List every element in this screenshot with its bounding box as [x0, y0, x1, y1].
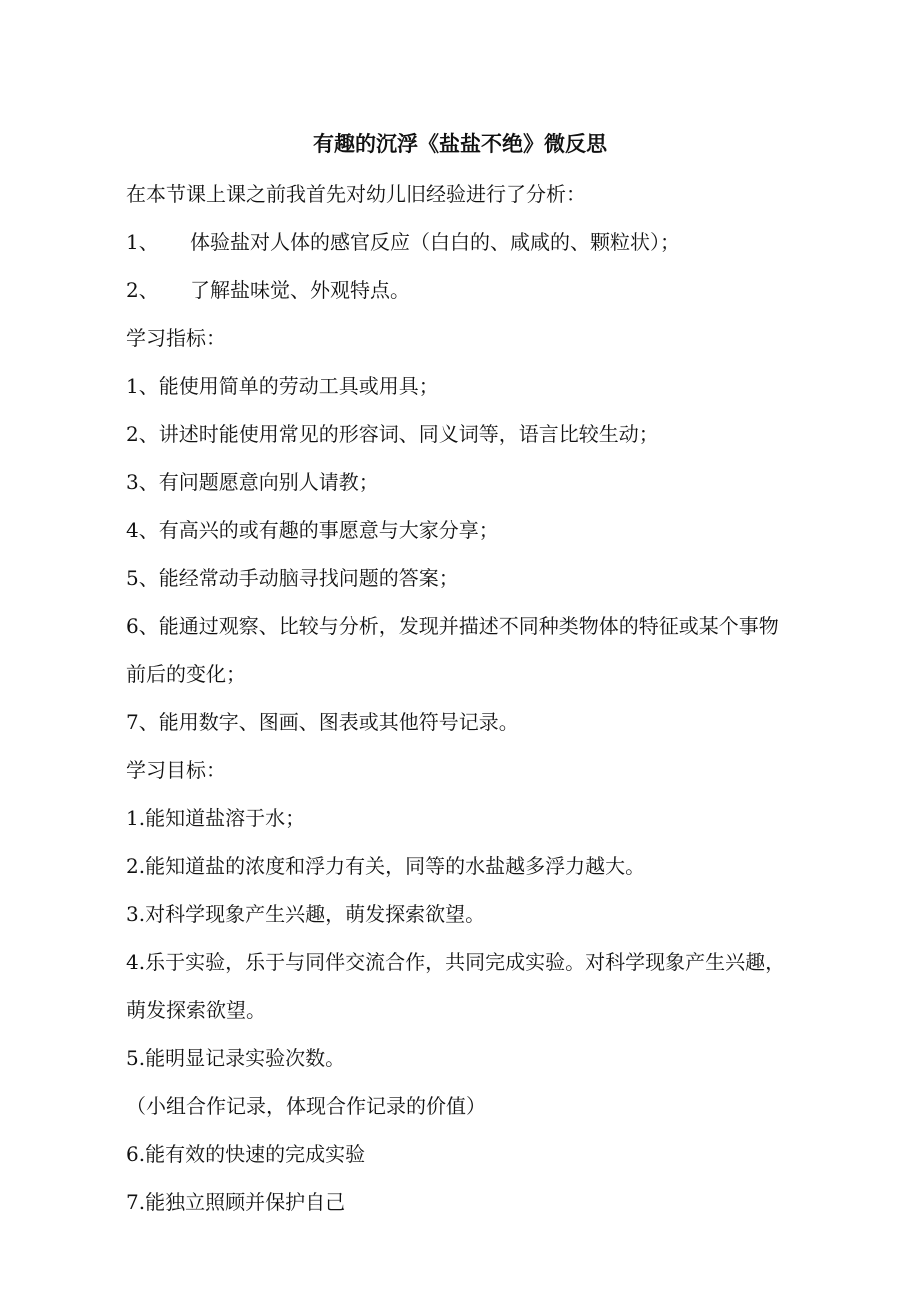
indicators-heading: 学习指标： — [126, 326, 226, 350]
analysis-item — [126, 274, 410, 306]
indicator-item: 2、讲述时能使用常见的形容词、同义词等，语言比较生动； — [126, 422, 659, 446]
analysis-item-text: 体验盐对人体的感官反应（白白的、咸咸的、颗粒状）； — [190, 230, 680, 254]
indicator-item: 6、能通过观察、比较与分析，发现并描述不同种类物体的特征或某个事物 — [126, 614, 779, 638]
goal-item-continuation: 萌发探索欲望。 — [126, 998, 266, 1022]
analysis-item-text: 了解盐味觉、外观特点。 — [190, 278, 410, 302]
document-title: 有趣的沉浮《盐盐不绝》微反思 — [313, 132, 607, 156]
indicator-item: 3、有问题愿意向别人请教； — [126, 470, 379, 494]
goal-item: 4.乐于实验，乐于与同伴交流合作，共同完成实验。对科学现象产生兴趣， — [126, 950, 786, 974]
analysis-item-number: 2、 — [126, 278, 159, 302]
goal-item: 1.能知道盐溶于水； — [126, 806, 306, 830]
indicator-item-continuation: 前后的变化； — [126, 662, 246, 686]
goals-heading: 学习目标： — [126, 758, 226, 782]
analysis-item-number: 1、 — [126, 230, 159, 254]
goal-item: 2.能知道盐的浓度和浮力有关，同等的水盐越多浮力越大。 — [126, 854, 646, 878]
indicator-item: 1、能使用简单的劳动工具或用具； — [126, 374, 439, 398]
analysis-item — [126, 226, 680, 258]
indicator-item: 7、能用数字、图画、图表或其他符号记录。 — [126, 710, 519, 734]
goal-note: （小组合作记录，体现合作记录的价值） — [126, 1094, 486, 1118]
indicator-item: 4、有高兴的或有趣的事愿意与大家分享； — [126, 518, 499, 542]
intro-paragraph: 在本节课上课之前我首先对幼儿旧经验进行了分析： — [126, 182, 586, 206]
goal-item: 6.能有效的快速的完成实验 — [126, 1142, 366, 1166]
indicator-item: 5、能经常动手动脑寻找问题的答案； — [126, 566, 459, 590]
goal-item: 7.能独立照顾并保护自己 — [126, 1190, 346, 1214]
goal-item: 3.对科学现象产生兴趣，萌发探索欲望。 — [126, 902, 486, 926]
goal-item: 5.能明显记录实验次数。 — [126, 1046, 346, 1070]
